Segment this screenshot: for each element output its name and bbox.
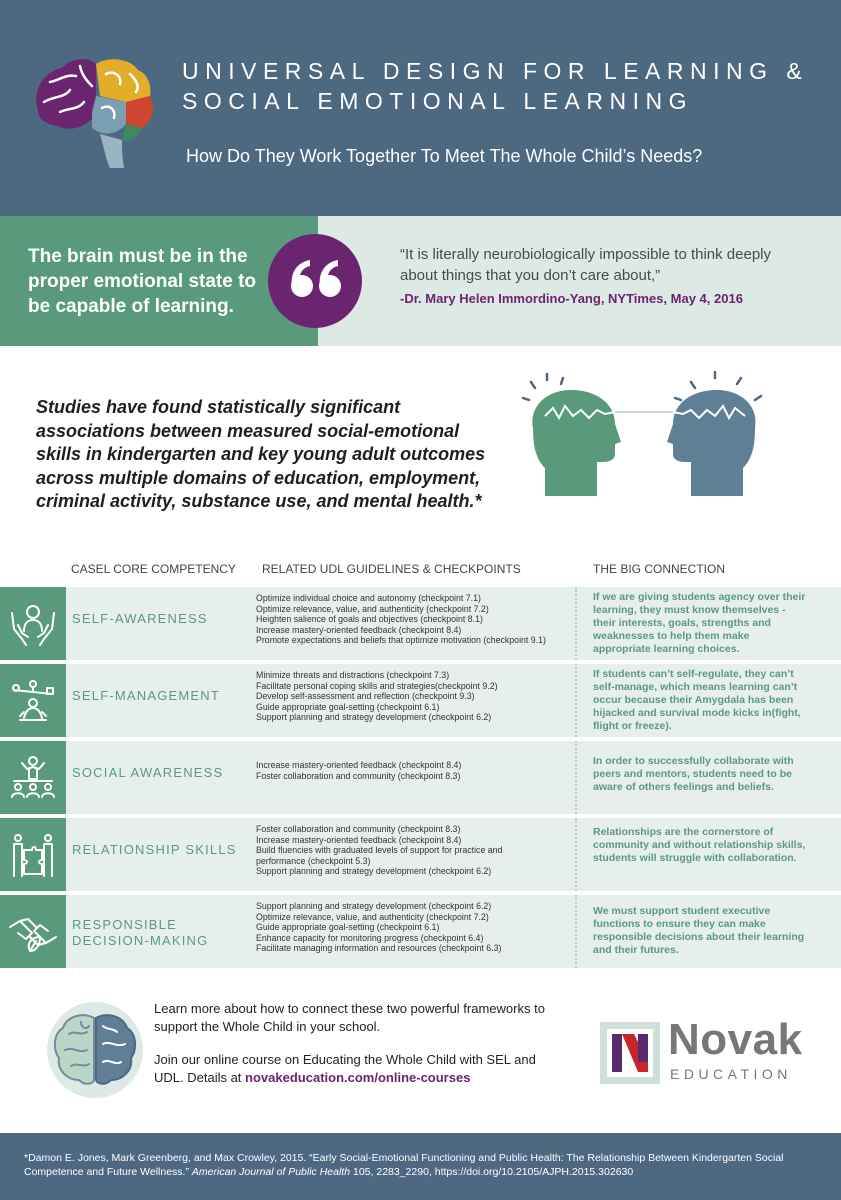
header-connection: THE BIG CONNECTION [593,562,726,576]
row-divider [575,587,577,660]
checkpoint-item: Increase mastery-oriented feedback (checkpoint 8.4) [256,834,462,845]
table-row [0,818,841,891]
citation-journal: American Journal of Public Health [191,1166,351,1178]
checkpoint-item: Guide appropriate goal-setting (checkpoint 6.1) [256,701,440,712]
row-icon-box [0,818,66,891]
quote-attribution: -Dr. Mary Helen Immordino-Yang, NYTimes, May 4, 2016 [400,291,743,306]
checkpoint-item: Support planning and strategy development (checkpoint 6.2) [256,901,492,911]
checkpoint-item: performance (checkpoint 5.3) [256,855,371,866]
course-link[interactable]: novakeducation.com/online-courses [245,1070,471,1085]
competency-title: SELF-MANAGEMENT [72,688,221,703]
checkpoint-item: Optimize relevance, value, and authenticity (checkpoint 7.2) [256,603,489,614]
quote-mark-icon [268,234,362,328]
title-line-2: SOCIAL EMOTIONAL LEARNING [182,88,693,114]
studies-statement: Studies have found statistically significant associations between measured social-emotional skills in kindergarten and key young adult outcomes across multiple domains of education, employment, criminal activity, substance use, and mental health.* [36,397,486,511]
person-in-hands-icon [8,599,58,649]
checkpoint-list [256,670,571,723]
competency-title: SELF-AWARENESS [72,611,208,626]
checkpoint-item: Increase mastery-oriented feedback (checkpoint 8.4) [256,624,462,635]
brain-statement: The brain must be in the proper emotional state to be capable of learning. [28,246,257,317]
puzzle-people-icon [8,830,58,880]
competency-title: RELATIONSHIP SKILLS [72,842,237,857]
two-heads-connected-icon [515,368,775,498]
checkpoint-item: Facilitate personal coping skills and strategies(checkpoint 9.2) [256,680,498,691]
row-divider [575,895,577,968]
page-title [182,56,808,116]
checkpoint-item: Develop self-assessment and reflection (checkpoint 9.3) [256,691,475,702]
connection-text: Relationships are the cornerstore of community and without relationship skills, students will struggle with collaboration. [593,826,806,864]
checkpoint-item: Foster collaboration and community (checkpoint 8.3) [256,770,461,781]
table-row [0,895,841,968]
connection-text: We must support student executive functions to ensure they can make responsible decisions about their learning and their futures. [593,905,805,956]
row-divider [575,818,577,891]
checkpoint-item: Increase mastery-oriented feedback (checkpoint 8.4) [256,760,462,770]
colorful-brain-icon [30,52,165,172]
two-tone-brain-icon [45,1000,145,1100]
competency-title-line-2: DECISION-MAKING [72,933,209,948]
table-row [0,741,841,814]
checkpoint-item: Support planning and strategy development (checkpoint 6.2) [256,712,492,723]
connection-text: In order to successfully collaborate with peers and mentors, students need to be aware of others feelings and beliefs. [593,755,794,793]
checkpoint-item: Heighten salience of goals and objectives (checkpoint 8.1) [256,614,483,625]
table-row [0,664,841,737]
checkpoint-list [256,901,571,954]
checkpoint-item: Optimize individual choice and autonomy (checkpoint 7.1) [256,593,481,603]
header-competency: CASEL CORE COMPETENCY [71,562,236,576]
novak-education-logo [600,1015,810,1084]
checkpoint-item: Support planning and strategy development (checkpoint 6.2) [256,866,492,877]
competency-title: SOCIAL AWARENESS [72,765,224,780]
novak-n-icon [600,1022,660,1084]
connection-text: If we are giving students agency over their learning, they must know themselves - their interests, goals, strengths and weaknesses to help them make appropriate learning choices. [593,591,806,655]
checkpoint-list [256,593,571,646]
balance-meditation-icon [8,676,58,726]
row-icon-box [0,895,66,968]
logo-wordmark: Novak [668,1015,803,1064]
citation-text: *Damon E. Jones, Mark Greenberg, and Max Crowley, 2015. “Early Social-Emotional Functioning and Public Health: The Relationship Between Kindergarten Social Competence and Future Wellness.” [24,1152,784,1178]
checkpoint-item: Foster collaboration and community (checkpoint 8.3) [256,824,461,834]
checkpoint-item: Optimize relevance, value, and authenticity (checkpoint 7.2) [256,911,489,922]
row-icon-box [0,587,66,660]
checkpoint-list [256,760,571,781]
checkpoint-item: Promote expectations and beliefs that optimize motivation (checkpoint 9.1) [256,635,546,646]
hands-with-leaf-icon [8,907,58,957]
connection-text: If students can’t self-regulate, they can’t self-manage, which means learning can’t occur because their Amygdala has been hijacked and survival mode kicks in(fight, flight or freeze). [593,668,801,732]
citation-details: 105, 2283_2290, https://doi.org/10.2105/AJPH.2015.302630 [350,1166,634,1178]
title-line-1: UNIVERSAL DESIGN FOR LEARNING & [182,58,809,84]
quote-text: “It is literally neurobiologically impossible to think deeply about things that you don’t care about,” [400,246,772,284]
group-audience-icon [8,753,58,803]
competency-title [72,917,208,949]
checkpoint-item: Build fluencies with graduated levels of support for practice and [256,845,503,856]
row-divider [575,741,577,814]
checkpoint-item: Facilitate managing information and resources (checkpoint 6.3) [256,943,502,954]
footnote-citation [24,1151,824,1179]
row-divider [575,664,577,737]
checkpoint-item: Minimize threats and distractions (checkpoint 7.3) [256,670,450,680]
checkpoint-item: Guide appropriate goal-setting (checkpoint 6.1) [256,922,440,933]
row-icon-box [0,664,66,737]
checkpoint-item: Enhance capacity for monitoring progress (checkpoint 6.4) [256,932,484,943]
page-subtitle: How Do They Work Together To Meet The Whole Child’s Needs? [186,146,703,166]
logo-subtitle: EDUCATION [670,1066,792,1082]
promo-text: Learn more about how to connect these two powerful frameworks to support the Whole Child in your school. [154,1001,545,1034]
header-udl: RELATED UDL GUIDELINES & CHECKPOINTS [262,562,521,576]
checkpoint-list [256,824,571,877]
table-row [0,587,841,660]
row-icon-box [0,741,66,814]
promo-course-label: Join our online course on Educating the Whole Child with SEL and UDL. Details at [154,1052,536,1085]
competency-title-line-1: RESPONSIBLE [72,917,177,932]
promo-course-text [154,1051,564,1087]
